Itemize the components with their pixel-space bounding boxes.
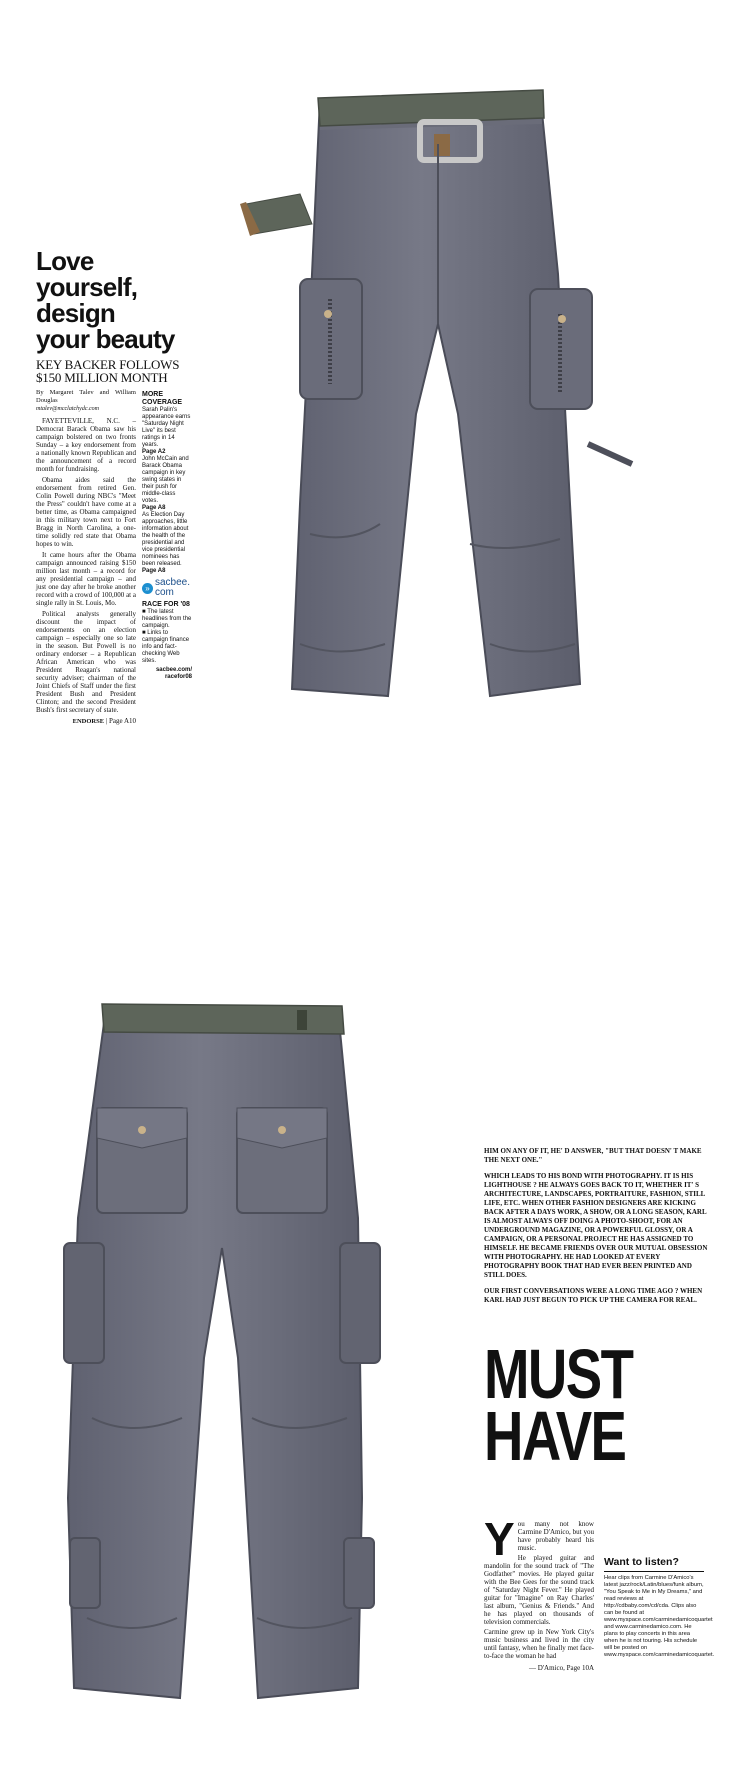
race-item: ■ The latest headlines from the campaign. xyxy=(142,609,192,629)
editorial-clip xyxy=(484,1147,708,1312)
sacbee-text: sacbee. xyxy=(155,577,191,588)
want-to-listen-box xyxy=(604,1556,715,1672)
byline-email: mtalev@mcclatchydc.com xyxy=(36,406,99,412)
side-item xyxy=(142,512,192,575)
side-item-page: Page A8 xyxy=(142,568,166,574)
drop-cap: Y xyxy=(484,1513,515,1565)
back-pocket-right xyxy=(237,1108,327,1213)
jump-page: Page A10 xyxy=(108,717,136,725)
headline-line: your beauty xyxy=(36,324,175,354)
article-paragraph: FAYETTEVILLE, N.C. – Democrat Barack Obama saw his campaign bolstered on two fronts Sunday – a key endorsement from a nationally known Republican and the announcement of a record month for fundraising. xyxy=(36,417,136,473)
headline-line: yourself, xyxy=(36,272,138,302)
story-signature: — D'Amico, Page 10A xyxy=(528,1664,594,1672)
headline xyxy=(36,248,192,352)
byline: By Margaret Talev and William Douglas xyxy=(36,389,136,404)
newspaper-clip xyxy=(36,248,192,788)
front-pants-image xyxy=(240,84,640,709)
story-section xyxy=(484,1513,715,1672)
subheadline: KEY BACKER FOLLOWS $150 MILLION MONTH xyxy=(36,357,180,385)
story-paragraph: Carmine grew up in New York City's music business and lived in the city until fantasy, when he finally met face-to-face the woman he had xyxy=(484,1628,594,1660)
story-column xyxy=(484,1513,594,1672)
title-line: MUST xyxy=(484,1335,633,1413)
headline-line: design xyxy=(36,298,115,328)
back-pocket-left xyxy=(97,1108,187,1213)
race-url-line: racefor08 xyxy=(164,674,192,680)
story-paragraph: He played guitar and mandolin for the sound track of "The Godfather" movies. He played guitar with the Bee Gees for the sound track of "Saturday Night Fever." He played guitar for "Imagine" on Ray Charles' last album, "Genius & Friends." And he has played on thousands of television commercials. xyxy=(484,1554,594,1626)
want-title: Want to listen? xyxy=(604,1556,704,1572)
headline-line: Love xyxy=(36,246,94,276)
body-paragraph: WHICH LEADS TO HIS BOND WITH PHOTOGRAPHY. IT IS HIS LIGHTHOUSE ? HE ALWAYS GOES BACK TO IT, WHETHER IT' S ARCHITECTURE, LANDSCAPES, PORTRAITURE, FASHION, STILL LIFE, ETC. WHEN OTHER FASHION DESIGNERS ARE KICKING BACK AFTER A DAYS WORK, A SHOW, OR A LONG SEASON, KARL IS ALMOST ALWAYS OFF DOING A PHOTO-SHOOT, FOR AN UNDERGROUND MAGAZINE, OR A POWERFUL GLOSSY, OR A CAMPAIGN, OR A PERSONAL PROJECT HE HAS ASSIGNED TO HIMSELF. HE BECAME FRIENDS OVER OUR MUTUAL OBSESSION WITH PHOTOGRAPHY. HE HAD LOOKED AT EVERY PHOTOGRAPHY BOOK THAT HAD EVER BEEN PRINTED AND STILL DOES. xyxy=(484,1172,708,1279)
jump-label: ENDORSE xyxy=(72,718,105,725)
race-url-line: sacbee.com/ xyxy=(155,667,192,673)
race-item: ■ Links to campaign finance info and fact-checking Web sites. xyxy=(142,630,190,664)
title-line: HAVE xyxy=(484,1397,626,1475)
article-paragraph: Obama aides said the endorsement from retired Gen. Colin Powell during NBC's "Meet the Press" couldn't have come at a better time, as Obama campaigned in this military town next to Fort Bragg in North Carolina, a one-time solidly red state that Obama hopes to win. xyxy=(36,476,136,548)
must-have-title xyxy=(484,1335,714,1475)
side-item-page: Page A8 xyxy=(142,505,166,511)
intro-paragraph: HIM ON ANY OF IT, HE' D ANSWER, "BUT THAT DOESN' T MAKE THE NEXT ONE." xyxy=(484,1147,702,1164)
side-item-page: Page A2 xyxy=(142,449,166,455)
jump-line: ENDORSE | Page A10 xyxy=(72,717,136,725)
article-column xyxy=(36,389,136,726)
race-url xyxy=(142,667,192,681)
article-paragraph: Political analysts generally discount the impact of endorsements on an election campaign – especially one so late in the season. But Powell is no ordinary endorser – a Republican African American who was President Reagan's national security adviser; chairman of the Joint Chiefs of Staff under the first President Bush and President Clinton; and the second President Bush's first secretary of state. xyxy=(36,610,136,714)
race-item-text: The latest headlines from the campaign. xyxy=(142,609,192,629)
side-item-text: Sarah Palin's appearance earns "Saturday Night Live" its best ratings in 14 years. xyxy=(142,407,191,448)
side-item xyxy=(142,456,192,512)
story-paragraph: ou many not know Carmine D'Amico, but you have probably heard his music. xyxy=(517,1520,594,1552)
race-heading: RACE FOR '08 xyxy=(142,601,190,608)
side-item-text: As Election Day approaches, little information about the health of the presidential and vice presidential nominees has been released. xyxy=(142,512,189,567)
article-paragraph: It came hours after the Obama campaign announced raising $150 million last month – a record for any presidential campaign – and just one day after he broke another record with a crowd of 100,000 at a single rally in St. Louis, Mo. xyxy=(36,551,136,607)
more-coverage-heading: MORE COVERAGE xyxy=(142,391,183,406)
sacbee-logo-icon: » xyxy=(142,583,153,594)
side-item xyxy=(142,407,192,456)
sacbee-logo xyxy=(142,578,192,598)
back-pants-image xyxy=(62,998,382,1713)
sidebar-column xyxy=(142,389,192,726)
race-item-text: Links to campaign finance info and fact-checking Web sites. xyxy=(142,630,190,664)
left-cargo-pocket xyxy=(300,279,362,399)
want-text: Hear clips from Carmine D'Amico's latest jazz/rock/Latin/blues/funk album, "You Speak to Me in My Dreams," and read reviews at http://cdbaby.com/cd/cda. Clips also can be found at www.myspace.com/carminedamicoquartet and www.carminedamico.com. He plans to play concerts in this area when he is not touring. His schedule will be posted on www.myspace.com/carminedamicoquartet. xyxy=(604,1575,715,1658)
sacbee-text: com xyxy=(155,587,174,598)
body-paragraph: OUR FIRST CONVERSATIONS WERE A LONG TIME AGO ? WHEN KARL HAD JUST BEGUN TO PICK UP THE CAMERA FOR REAL. xyxy=(484,1287,703,1304)
snap-button-icon xyxy=(324,310,332,318)
side-item-text: John McCain and Barack Obama campaign in key swing states in their push for middle-class votes. xyxy=(142,456,189,504)
